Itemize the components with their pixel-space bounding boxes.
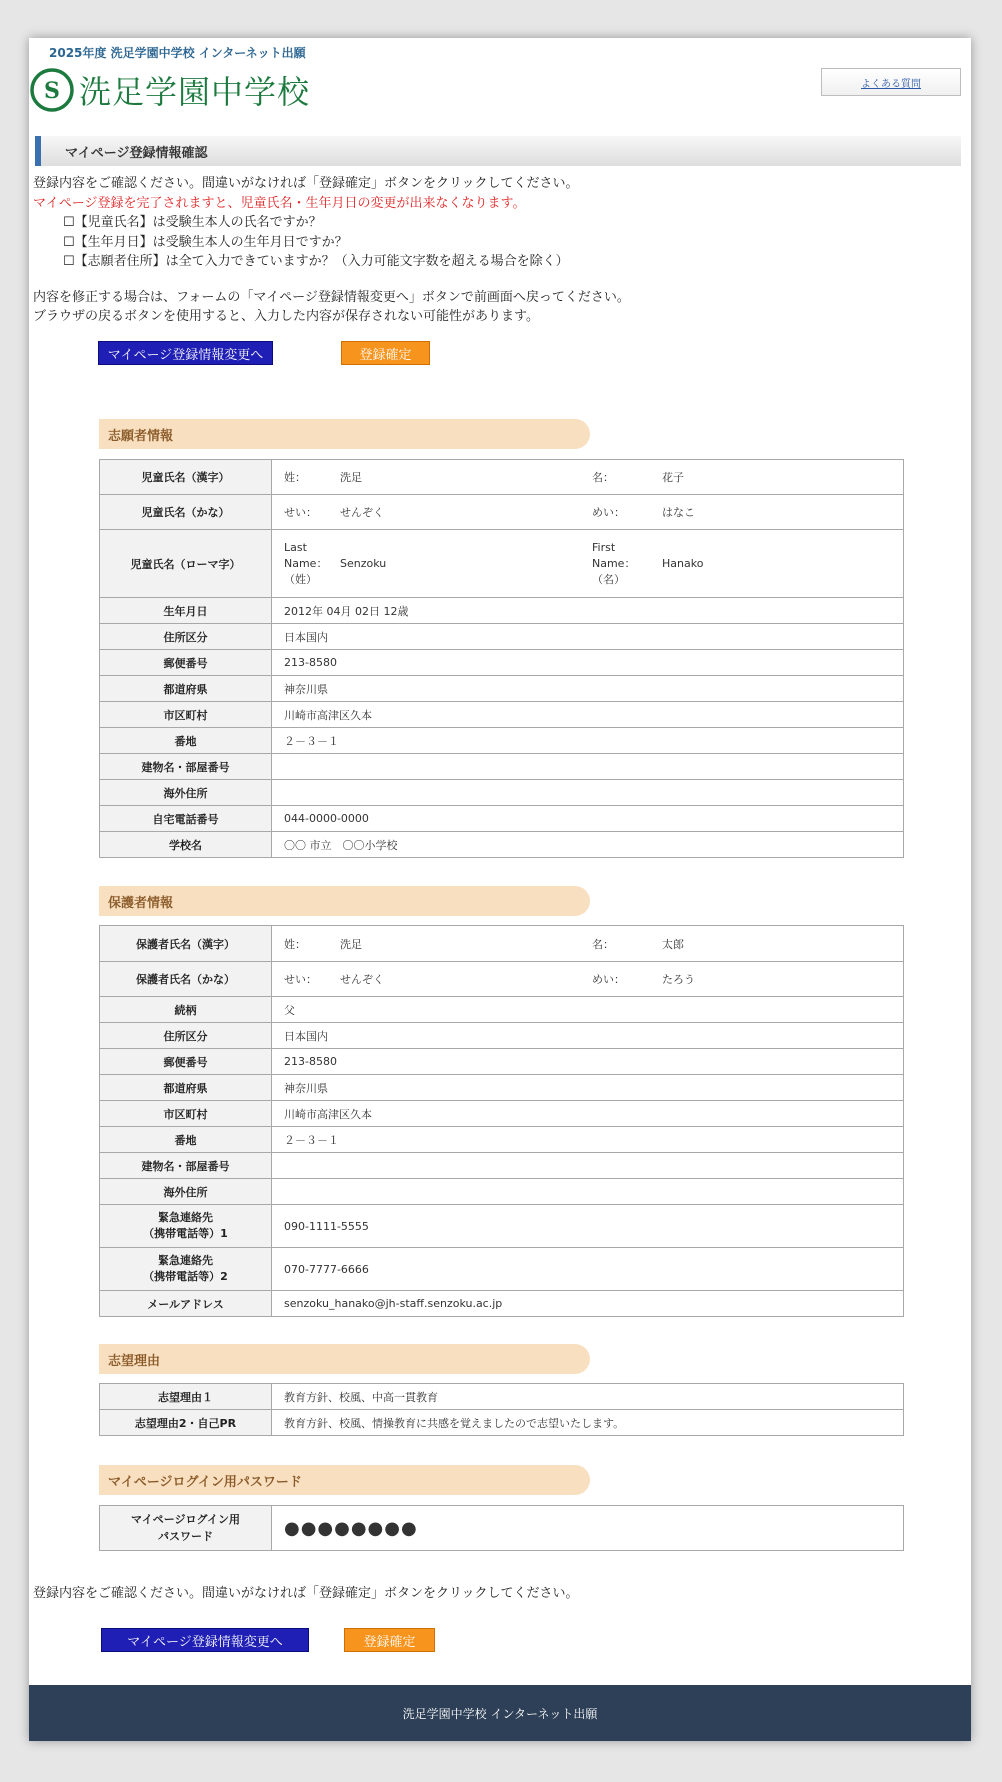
field-label: 郵便番号 xyxy=(100,650,272,676)
field-label: 保護者氏名（漢字） xyxy=(100,926,272,962)
page-container xyxy=(29,38,971,1741)
table-row xyxy=(100,1049,904,1075)
table-row xyxy=(100,1075,904,1101)
table-row xyxy=(100,650,904,676)
password-value: ●●●●●●●● xyxy=(272,1506,904,1551)
password-section-heading: マイページログイン用パスワード xyxy=(99,1465,590,1495)
field-label: 市区町村 xyxy=(100,1101,272,1127)
table-row xyxy=(100,1153,904,1179)
table-row xyxy=(100,624,904,650)
field-value xyxy=(272,1153,904,1179)
svg-text:S: S xyxy=(44,78,60,104)
field-label: 児童氏名（かな） xyxy=(100,495,272,530)
field-value: 〇〇 市立 〇〇小学校 xyxy=(272,832,904,858)
intro-line: ブラウザの戻るボタンを使用すると、入力した内容が保存されない可能性があります。 xyxy=(33,309,539,324)
change-info-button[interactable]: マイページ登録情報変更へ xyxy=(98,341,273,365)
field-value: 044-0000-0000 xyxy=(272,806,904,832)
field-label: 海外住所 xyxy=(100,1179,272,1205)
field-sublabel xyxy=(272,540,340,588)
field-label xyxy=(100,1506,272,1551)
table-row xyxy=(100,728,904,754)
field-value xyxy=(272,1179,904,1205)
school-logo[interactable] xyxy=(29,66,310,114)
field-value: はなこ xyxy=(662,506,695,519)
table-row xyxy=(100,1179,904,1205)
table-row xyxy=(100,530,904,598)
field-value: 父 xyxy=(272,997,904,1023)
intro-line: 内容を修正する場合は、フォームの「マイページ登録情報変更へ」ボタンで前画面へ戻ってください。 xyxy=(33,289,630,305)
field-label-part: （携帯電話等）2 xyxy=(143,1270,228,1283)
field-value xyxy=(272,780,904,806)
school-name: 洗足学園中学校 xyxy=(79,73,311,111)
field-sublabel-part: （姓） xyxy=(284,572,317,586)
motive-section-heading: 志望理由 xyxy=(99,1344,590,1374)
field-sublabel: せい： xyxy=(284,973,317,986)
field-label: 建物名・部屋番号 xyxy=(100,754,272,780)
field-value: 洗足 xyxy=(340,937,362,951)
field-value: 日本国内 xyxy=(272,624,904,650)
field-sublabel: 姓： xyxy=(284,937,306,951)
field-label-part: 緊急連絡先 xyxy=(158,1211,213,1224)
field-sublabel: せい： xyxy=(284,506,317,519)
field-value: 日本国内 xyxy=(272,1023,904,1049)
field-label: 志望理由2・自己PR xyxy=(100,1410,272,1436)
field-sublabel-part: （名） xyxy=(592,572,625,586)
intro-warning: マイページ登録を完了されますと、児童氏名・生年月日の変更が出来なくなります。 xyxy=(33,195,526,211)
table-row xyxy=(100,460,904,495)
field-label xyxy=(100,1205,272,1248)
field-label: 海外住所 xyxy=(100,780,272,806)
field-value: 太郎 xyxy=(662,937,684,951)
field-label: 生年月日 xyxy=(100,598,272,624)
table-row xyxy=(100,1101,904,1127)
table-row xyxy=(100,1248,904,1291)
field-value: 213-8580 xyxy=(272,1049,904,1075)
checklist-item: ☐【児童氏名】は受験生本人の氏名ですか？ xyxy=(63,215,322,230)
table-row xyxy=(100,495,904,530)
outro-text: 登録内容をご確認ください。間違いがなければ「登録確定」ボタンをクリックしてください。 xyxy=(33,1586,579,1601)
field-label: 児童氏名（漢字） xyxy=(100,460,272,495)
table-row xyxy=(100,754,904,780)
field-label: 番地 xyxy=(100,1127,272,1153)
field-value: たろう xyxy=(662,973,695,986)
field-value: 川崎市高津区久本 xyxy=(272,702,904,728)
intro-line: 登録内容をご確認ください。間違いがなければ「登録確定」ボタンをクリックしてください。 xyxy=(33,176,579,191)
field-label: 保護者氏名（かな） xyxy=(100,962,272,997)
table-row xyxy=(100,997,904,1023)
table-row xyxy=(100,1291,904,1317)
change-info-button-bottom[interactable]: マイページ登録情報変更へ xyxy=(101,1628,309,1652)
footer-text: 洗足学園中学校 インターネット出願 xyxy=(402,1706,598,1721)
table-row xyxy=(100,780,904,806)
field-label xyxy=(100,1248,272,1291)
field-sublabel: めい： xyxy=(592,506,625,519)
field-value: 教育方針、校風、中高一貫教育 xyxy=(272,1384,904,1410)
field-label: 学校名 xyxy=(100,832,272,858)
field-sublabel xyxy=(592,540,662,588)
field-label-part: パスワード xyxy=(158,1530,213,1543)
field-label-part: 緊急連絡先 xyxy=(158,1254,213,1267)
field-label: 市区町村 xyxy=(100,702,272,728)
field-value xyxy=(272,754,904,780)
field-label: 都道府県 xyxy=(100,676,272,702)
table-row xyxy=(100,1410,904,1436)
guardian-table xyxy=(99,925,904,1317)
password-table xyxy=(99,1505,904,1551)
table-row xyxy=(100,598,904,624)
field-value: 2012年 04月 02日 12歳 xyxy=(272,598,904,624)
field-label-part: マイページログイン用 xyxy=(130,1513,240,1526)
field-label-part: （携帯電話等）1 xyxy=(143,1227,228,1240)
table-row xyxy=(100,1205,904,1248)
field-label: メールアドレス xyxy=(100,1291,272,1317)
field-label: 郵便番号 xyxy=(100,1049,272,1075)
header-subtitle: 2025年度 洗足学園中学校 インターネット出願 xyxy=(49,46,306,60)
applicant-table xyxy=(99,459,904,858)
school-emblem-icon xyxy=(29,67,75,113)
guardian-section-heading: 保護者情報 xyxy=(99,886,590,916)
applicant-section-heading: 志願者情報 xyxy=(99,419,590,449)
field-label: 住所区分 xyxy=(100,624,272,650)
field-label: 建物名・部屋番号 xyxy=(100,1153,272,1179)
table-row xyxy=(100,832,904,858)
table-row xyxy=(100,1506,904,1551)
field-value: 洗足 xyxy=(340,471,362,484)
faq-button[interactable]: よくある質問 xyxy=(821,68,961,96)
field-value: 090-1111-5555 xyxy=(272,1205,904,1248)
field-value: Senzoku xyxy=(340,557,387,570)
field-label: 都道府県 xyxy=(100,1075,272,1101)
table-row xyxy=(100,676,904,702)
field-label: 志望理由１ xyxy=(100,1384,272,1410)
field-value: 070-7777-6666 xyxy=(272,1248,904,1291)
field-value: せんぞく xyxy=(340,973,384,986)
table-row xyxy=(100,702,904,728)
field-value: 花子 xyxy=(662,471,684,484)
motive-table xyxy=(99,1383,904,1436)
field-sublabel-part: Name： xyxy=(592,556,636,570)
footer xyxy=(29,1685,971,1741)
field-sublabel-part: Name： xyxy=(284,556,328,570)
field-label: 児童氏名（ローマ字） xyxy=(100,530,272,598)
field-label: 自宅電話番号 xyxy=(100,806,272,832)
field-value: 神奈川県 xyxy=(272,1075,904,1101)
field-sublabel: 姓： xyxy=(284,471,306,484)
field-value: senzoku_hanako@jh-staff.senzoku.ac.jp xyxy=(272,1291,904,1317)
table-row xyxy=(100,1384,904,1410)
field-value: せんぞく xyxy=(340,506,384,519)
checklist-item: ☐【志願者住所】は全て入力できていますか？（入力可能文字数を超える場合を除く） xyxy=(63,254,569,269)
field-value: 川崎市高津区久本 xyxy=(272,1101,904,1127)
table-row xyxy=(100,806,904,832)
page-title: マイページ登録情報確認 xyxy=(35,136,961,166)
field-value: 213-8580 xyxy=(272,650,904,676)
field-sublabel-part: Last xyxy=(284,540,307,554)
field-value: Hanako xyxy=(662,557,704,570)
field-label: 住所区分 xyxy=(100,1023,272,1049)
field-value: ２－３－１ xyxy=(272,728,904,754)
field-value: ２－３－１ xyxy=(272,1127,904,1153)
confirm-registration-button-bottom[interactable]: 登録確定 xyxy=(344,1628,435,1652)
table-row xyxy=(100,926,904,962)
field-sublabel: めい： xyxy=(592,973,625,986)
intro-text xyxy=(33,174,953,327)
confirm-registration-button[interactable]: 登録確定 xyxy=(341,341,430,365)
table-row xyxy=(100,1023,904,1049)
field-label: 番地 xyxy=(100,728,272,754)
field-label: 続柄 xyxy=(100,997,272,1023)
checklist-item: ☐【生年月日】は受験生本人の生年月日ですか？ xyxy=(63,234,348,250)
field-value: 教育方針、校風、情操教育に共感を覚えましたので志望いたします。 xyxy=(272,1410,904,1436)
field-sublabel: 名： xyxy=(592,937,614,951)
field-sublabel: 名： xyxy=(592,471,614,484)
field-sublabel-part: First xyxy=(592,540,616,554)
table-row xyxy=(100,1127,904,1153)
field-value: 神奈川県 xyxy=(272,676,904,702)
table-row xyxy=(100,962,904,997)
